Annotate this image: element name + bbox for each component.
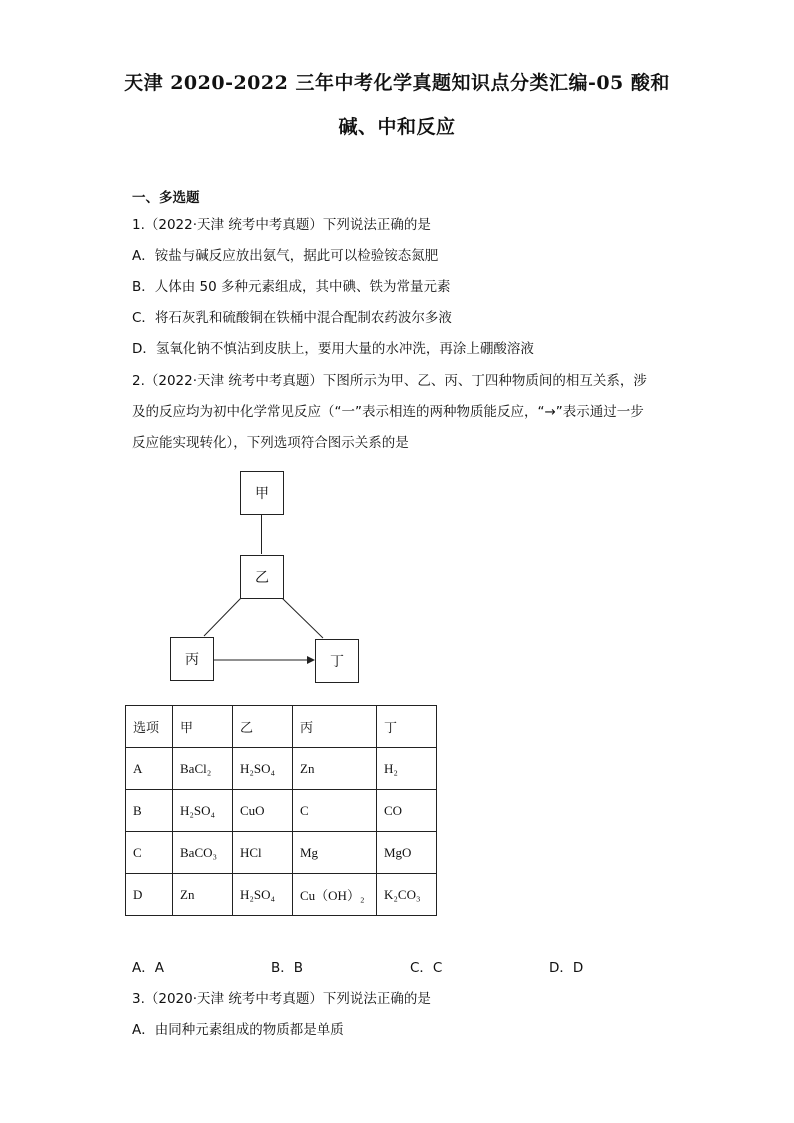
answer-choice-a: A．A (132, 960, 164, 976)
table-cell: C (126, 832, 173, 874)
options-table (125, 705, 437, 916)
table-row (126, 790, 437, 832)
diagram-node-yi: 乙 (240, 555, 284, 599)
answer-choice-b: B．B (271, 960, 304, 976)
link-yi-bing (204, 598, 241, 636)
document-title-line-1: 天津 2020-2022 三年中考化学真题知识点分类汇编-05 酸和 (124, 72, 670, 94)
question-1-option-b: B．人体由 50 多种元素组成，其中碘、铁为常量元素 (132, 279, 451, 295)
table-cell: Zn (293, 748, 377, 790)
table-header-cell: 丁 (377, 706, 437, 748)
table-cell: D (126, 874, 173, 916)
question-1-option-c: C．将石灰乳和硫酸铜在铁桶中混合配制农药波尔多液 (132, 310, 452, 326)
table-cell: MgO (377, 832, 437, 874)
table-cell: BaCO₃ (173, 832, 233, 874)
link-yi-ding (282, 598, 323, 638)
answer-choice-d: D．D (549, 960, 584, 976)
table-header-cell: 选项 (126, 706, 173, 748)
document-title-line-2: 碱、中和反应 (338, 116, 456, 138)
question-2-stem-line-2: 及的反应均为初中化学常见反应（“一”表示相连的两种物质能反应，“→”表示通过一步 (132, 404, 644, 420)
table-cell: Zn (173, 874, 233, 916)
question-1-option-a: A．铵盐与碱反应放出氨气，据此可以检验铵态氮肥 (132, 248, 439, 264)
table-header-cell: 乙 (233, 706, 293, 748)
table-cell: B (126, 790, 173, 832)
table-cell: Mg (293, 832, 377, 874)
question-2-stem-line-1: 2.（2022·天津 统考中考真题）下图所示为甲、乙、丙、丁四种物质间的相互关系，涉 (132, 373, 647, 389)
table-cell: CO (377, 790, 437, 832)
table-cell: H₂SO₄ (233, 874, 293, 916)
table-row (126, 874, 437, 916)
table-cell: K₂CO₃ (377, 874, 437, 916)
table-cell: H₂SO₄ (233, 748, 293, 790)
question-3-stem: 3.（2020·天津 统考中考真题）下列说法正确的是 (132, 991, 431, 1007)
table-cell: A (126, 748, 173, 790)
table-cell: HCl (233, 832, 293, 874)
table-cell: CuO (233, 790, 293, 832)
question-2-stem-line-3: 反应能实现转化），下列选项符合图示关系的是 (132, 435, 409, 451)
table-cell: H₂SO₄ (173, 790, 233, 832)
table-cell: Cu（OH）₂ (293, 874, 377, 916)
table-cell: BaCl₂ (173, 748, 233, 790)
section-heading: 一、多选题 (132, 190, 200, 206)
table-row (126, 832, 437, 874)
table-header-row (126, 706, 437, 748)
answer-choice-c: C．C (410, 960, 443, 976)
question-1-stem: 1.（2022·天津 统考中考真题）下列说法正确的是 (132, 217, 431, 233)
diagram-node-bing: 丙 (170, 637, 214, 681)
question-3-option-a: A．由同种元素组成的物质都是单质 (132, 1022, 344, 1038)
table-header-cell: 丙 (293, 706, 377, 748)
diagram-node-ding: 丁 (315, 639, 359, 683)
table-row (126, 748, 437, 790)
diagram-node-jia: 甲 (240, 471, 284, 515)
question-1-option-d: D．氢氧化钠不慎沾到皮肤上，要用大量的水冲洗，再涂上硼酸溶液 (132, 341, 534, 357)
table-cell: C (293, 790, 377, 832)
table-header-cell: 甲 (173, 706, 233, 748)
table-cell: H₂ (377, 748, 437, 790)
